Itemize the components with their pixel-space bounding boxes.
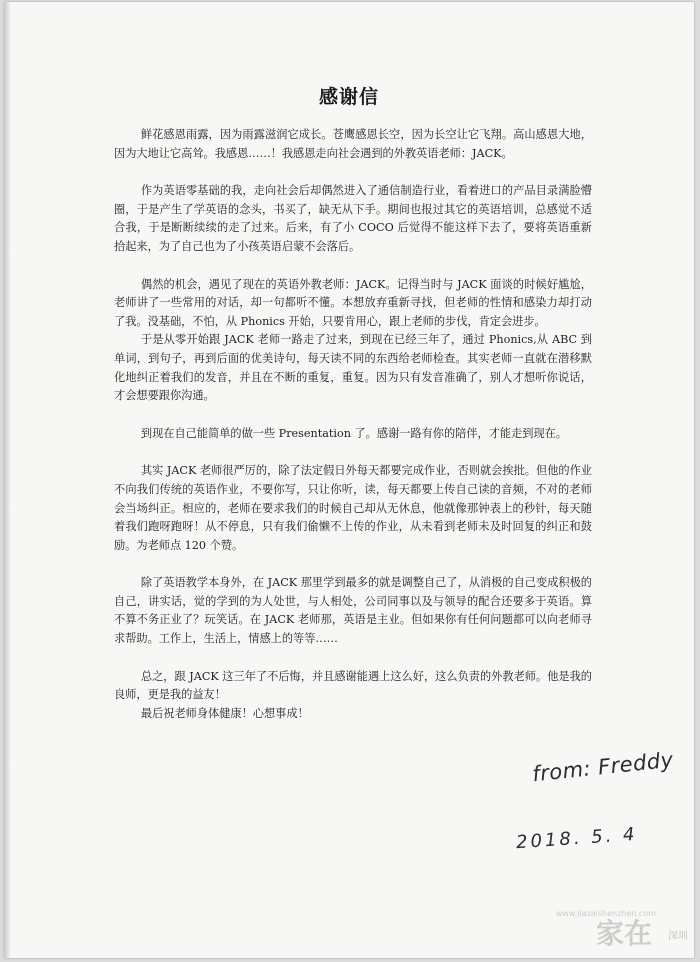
handwritten-date: 2018. 5. 4 (515, 823, 639, 854)
letter-page (4, 2, 694, 958)
scan-edge-shadow (4, 2, 11, 958)
paragraph-1: 鲜花感恩雨露，因为雨露滋润它成长。苍鹰感恩长空，因为长空让它飞翔。高山感恩大地，因为大地让它高耸。我感恩……！我感恩走向社会遇到的外教英语老师：JACK。 (114, 128, 592, 160)
paragraph-6: 其实 JACK 老师很严厉的，除了法定假日外每天都要完成作业，否则就会挨批。但他的作业不向我们传统的英语作业，不要你写，只让你听，读，每天都要上传自己读的音频，不对的老师会当场纠正。相应的，老师在要求我们的时候自己却从无休息，他就像那钟表上的秒针，每天随着我们跑呀跑呀！从不停息，只有我们偷懒不上传的作业，从未看到老师未及时回复的纠正和鼓励。为老师点 120 个赞。 (114, 464, 592, 552)
watermark-side-text: 深圳 (668, 931, 688, 942)
letter-body (114, 126, 592, 742)
handwritten-signature: from: Freddy (531, 747, 675, 787)
paragraph-2: 作为英语零基础的我，走向社会后却偶然进入了通信制造行业，看着进口的产品目录满脸懵圈，于是产生了学英语的念头，书买了，缺无从下手。期间也报过其它的英语培训，总感觉不适合我，于是断断续续的走了过来。后来，有了小 COCO 后觉得不能这样下去了，要将英语重新拾起来，为了自己也为了小孩英语启蒙不会落后。 (114, 184, 592, 253)
paragraph-8: 总之，跟 JACK 这三年了不后悔，并且感谢能遇上这么好，这么负责的外教老师。他是我的良师，更是我的益友！ (114, 669, 592, 702)
watermark-logo-text: 家在 (595, 917, 652, 950)
paragraph-4: 于是从零开始跟 JACK 老师一路走了过来，到现在已经三年了，通过 Phonics,从 ABC 到单词，到句子，再到后面的优美诗句，每天读不同的东西给老师检查。其实老师一直就在潜移默化地纠正着我们的发音，并且在不断的重复，重复。因为只有发音准确了，别人才想听你说话，才会想要跟你沟通。 (114, 333, 592, 403)
paragraph-9: 最后祝老师身体健康！心想事成！ (140, 706, 309, 720)
paragraph-5: 到现在自己能简单的做一些 Presentation 了。感谢一路有你的陪伴，才能走到现在。 (140, 426, 568, 440)
site-watermark (555, 908, 688, 952)
paragraph-7: 除了英语教学本身外，在 JACK 那里学到最多的就是调整自己了，从消极的自己变成积极的自己，讲实话，觉的学到的为人处世，与人相处，公司同事以及与领导的配合还要多于英语。算不算不务正业了？玩笑话。在 JACK 老师那，英语是主业。但如果你有任何问题都可以向老师寻求帮助。工作上，生活上，情感上的等等…… (114, 576, 592, 646)
paragraph-3: 偶然的机会，遇见了现在的英语外教老师：JACK。记得当时与 JACK 面谈的时候好尴尬，老师讲了一些常用的对话，却一句都听不懂。本想放弃重新寻找，但老师的性情和感染力却打动了我。没基础，不怕，从 Phonics 开始，只要肯用心，跟上老师的步伐，肯定会进步。 (114, 277, 592, 328)
watermark-url: www.jiazaishenzhen.com (555, 909, 656, 918)
letter-title: 感谢信 (318, 86, 379, 108)
